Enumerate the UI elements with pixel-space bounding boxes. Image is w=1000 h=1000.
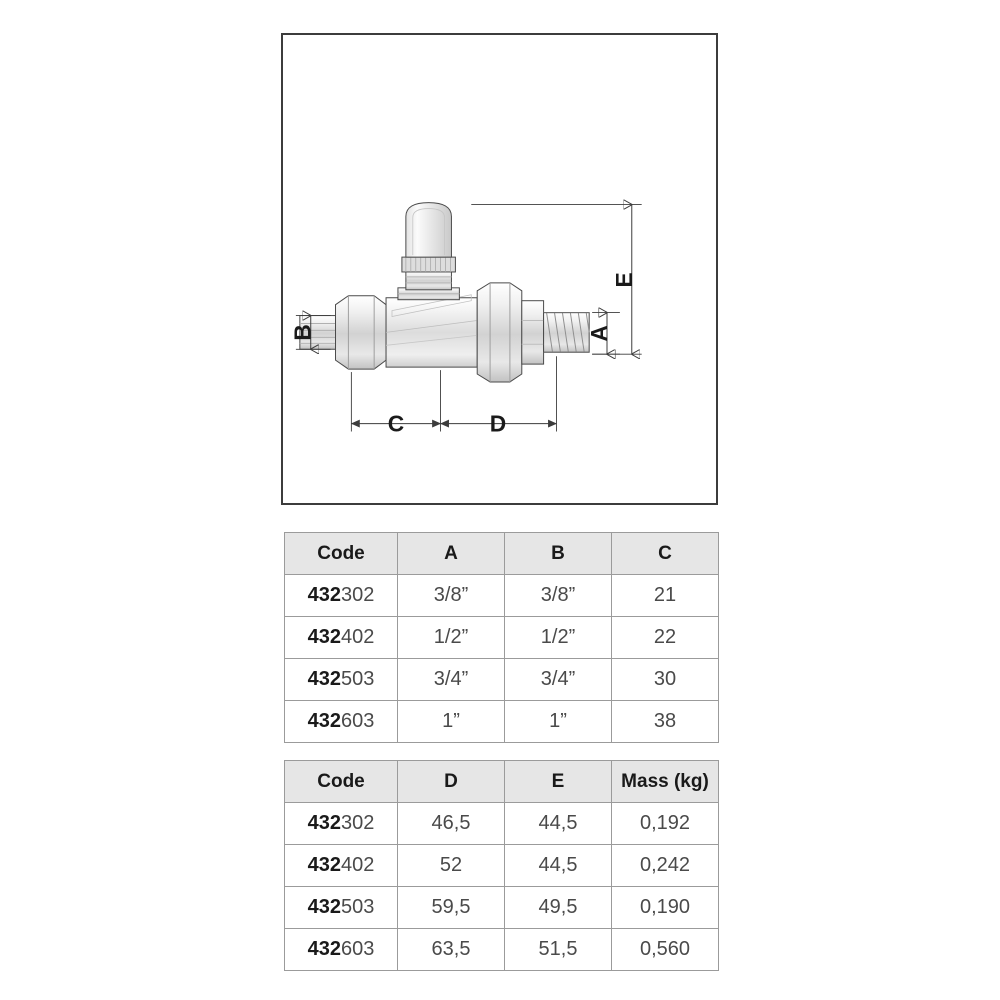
column-header-code: Code: [285, 533, 398, 575]
cell-code: [285, 929, 398, 971]
cell-code: [285, 701, 398, 743]
table-row: [285, 845, 719, 887]
column-header-a: A: [398, 533, 505, 575]
column-header-code: Code: [285, 761, 398, 803]
table-row: [285, 575, 719, 617]
table-header-row: [285, 533, 719, 575]
column-header-mass: Mass (kg): [612, 761, 719, 803]
table-row: [285, 701, 719, 743]
cell-d: 46,5: [398, 803, 505, 845]
code-prefix: 432: [307, 896, 341, 918]
code-prefix: 432: [307, 668, 341, 690]
cell-d: 63,5: [398, 929, 505, 971]
table-row: [285, 617, 719, 659]
cell-c: 22: [612, 617, 719, 659]
table-header-row: [285, 761, 719, 803]
code-prefix: 432: [307, 710, 341, 732]
cell-b: 3/8”: [505, 575, 612, 617]
cell-mass: 0,242: [612, 845, 719, 887]
dimension-label-e: E: [610, 272, 637, 288]
dimensions-table-abc: [284, 532, 719, 743]
cell-a: 3/4”: [398, 659, 505, 701]
cell-e: 44,5: [505, 845, 612, 887]
code-suffix: 503: [341, 668, 375, 690]
valve-technical-drawing: [283, 35, 716, 503]
code-suffix: 603: [341, 938, 375, 960]
cell-code: [285, 803, 398, 845]
code-suffix: 603: [341, 710, 375, 732]
column-header-d: D: [398, 761, 505, 803]
table-row: [285, 929, 719, 971]
cell-c: 38: [612, 701, 719, 743]
code-suffix: 302: [341, 584, 375, 606]
cell-d: 52: [398, 845, 505, 887]
cell-e: 49,5: [505, 887, 612, 929]
dimensions-table-dem: [284, 760, 719, 971]
cell-e: 51,5: [505, 929, 612, 971]
cell-code: [285, 575, 398, 617]
code-prefix: 432: [307, 626, 341, 648]
cell-mass: 0,190: [612, 887, 719, 929]
cell-mass: 0,560: [612, 929, 719, 971]
dimension-label-b: B: [289, 324, 316, 341]
table-row: [285, 659, 719, 701]
column-header-b: B: [505, 533, 612, 575]
cell-a: 3/8”: [398, 575, 505, 617]
code-prefix: 432: [307, 812, 341, 834]
cell-c: 21: [612, 575, 719, 617]
code-suffix: 402: [341, 626, 375, 648]
valve-body-graphic: [300, 203, 589, 382]
valve-drawing-panel: [281, 33, 718, 505]
code-prefix: 432: [307, 854, 341, 876]
cell-b: 1/2”: [505, 617, 612, 659]
cell-b: 3/4”: [505, 659, 612, 701]
table-row: [285, 887, 719, 929]
cell-e: 44,5: [505, 803, 612, 845]
cell-code: [285, 845, 398, 887]
column-header-e: E: [505, 761, 612, 803]
code-suffix: 503: [341, 896, 375, 918]
cell-code: [285, 617, 398, 659]
cell-mass: 0,192: [612, 803, 719, 845]
cell-code: [285, 659, 398, 701]
cell-a: 1”: [398, 701, 505, 743]
cell-code: [285, 887, 398, 929]
cell-b: 1”: [505, 701, 612, 743]
dimension-label-c: C: [387, 410, 405, 437]
cell-c: 30: [612, 659, 719, 701]
table-row: [285, 803, 719, 845]
code-suffix: 302: [341, 812, 375, 834]
code-suffix: 402: [341, 854, 375, 876]
cell-a: 1/2”: [398, 617, 505, 659]
column-header-c: C: [612, 533, 719, 575]
code-prefix: 432: [307, 938, 341, 960]
dimension-label-a: A: [586, 325, 613, 342]
dimension-label-d: D: [489, 410, 507, 437]
code-prefix: 432: [307, 584, 341, 606]
cell-d: 59,5: [398, 887, 505, 929]
